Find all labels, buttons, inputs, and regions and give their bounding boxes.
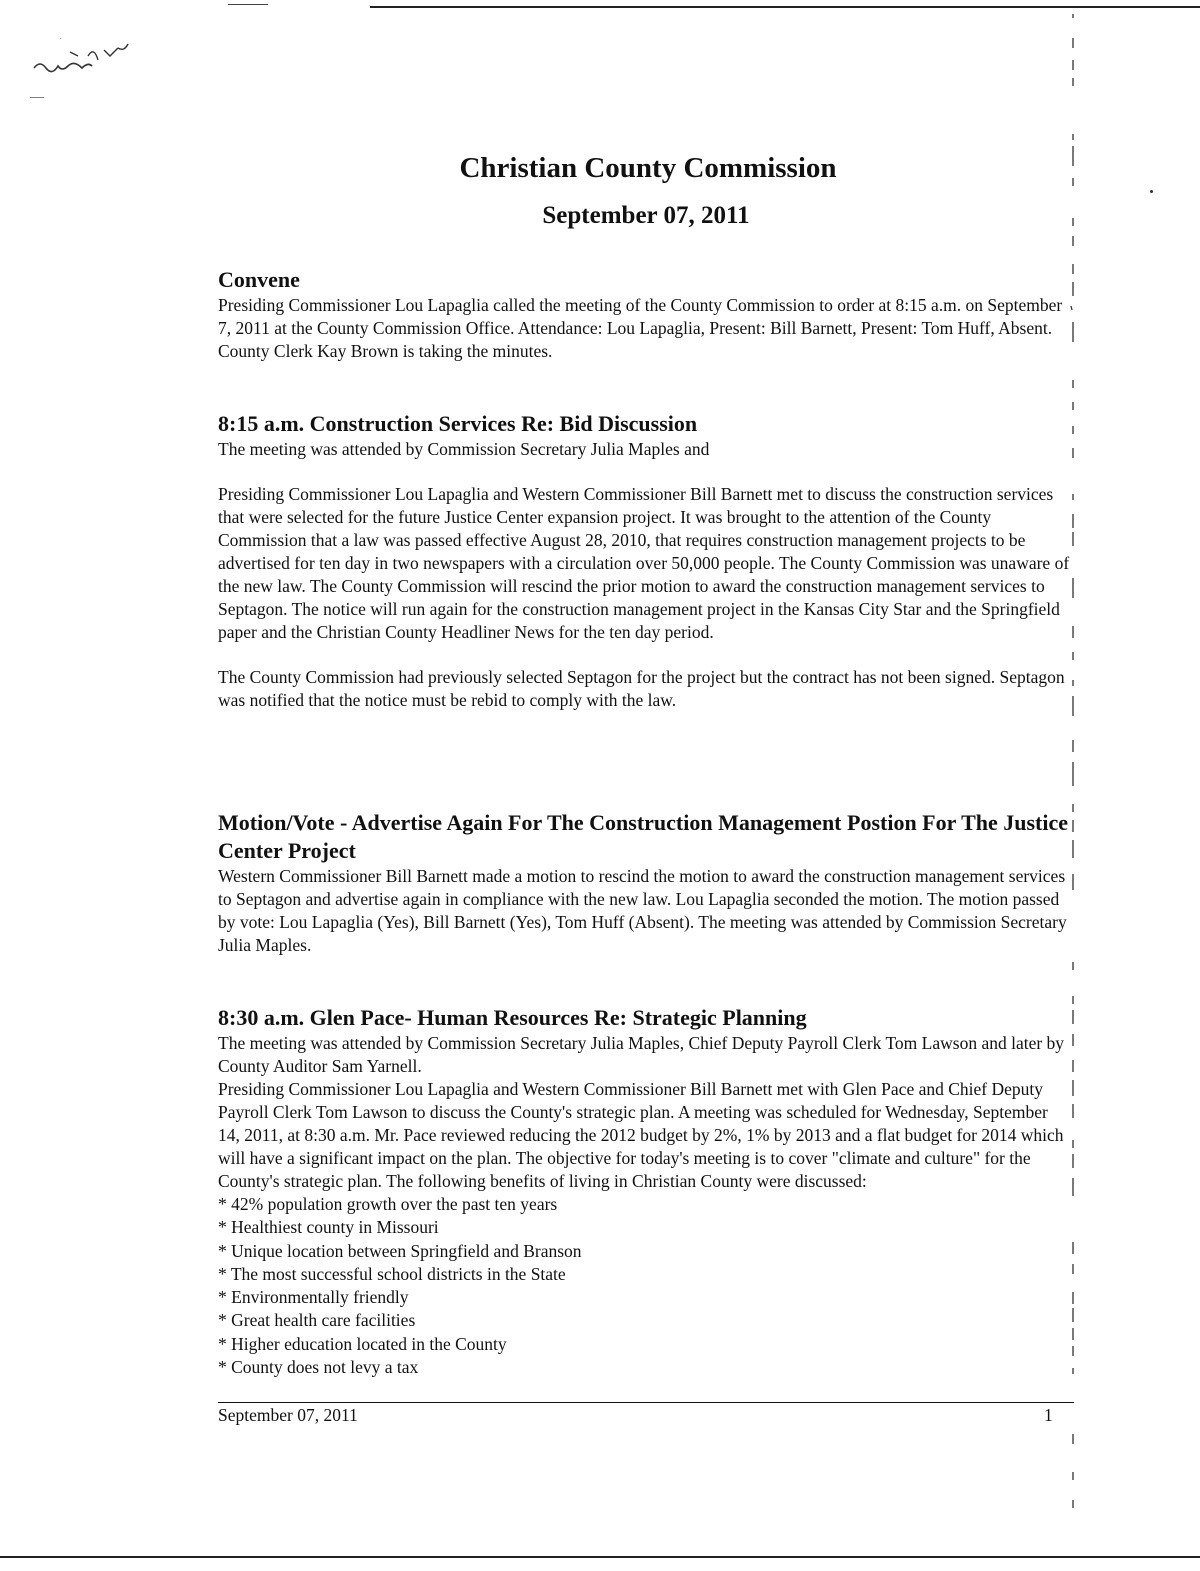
- scan-dust-spot: [1150, 190, 1153, 193]
- footer-date: September 07, 2011: [218, 1405, 358, 1425]
- scan-bottom-edge: [0, 1556, 1200, 1558]
- section-body: Presiding Commissioner Lou Lapaglia called the meeting of the County Commission to order at 8:15 a.m. on September 7, 2011 at the County Commission Office. Attendance: Lou Lapaglia, Present: Bill Barnett, Present: Tom Huff, Absent. County Clerk Kay Brown is taking the minutes.: [218, 295, 1063, 361]
- section-heading: Convene: [218, 267, 300, 292]
- list-item: * The most successful school districts in the State: [218, 1263, 1070, 1286]
- list-item: * Higher education located in the County: [218, 1333, 1070, 1356]
- list-item: * Unique location between Springfield and Branson: [218, 1240, 1070, 1263]
- attendance-line: The meeting was attended by Commission Secretary Julia Maples and: [218, 439, 710, 459]
- scan-artifact-line: [228, 4, 268, 5]
- section-heading: 8:15 a.m. Construction Services Re: Bid Discussion: [218, 411, 698, 436]
- section-body: Western Commissioner Bill Barnett made a motion to rescind the motion to award the construction management services to Septagon and advertise again in compliance with the new law. Lou Lapaglia seconded the motion. The motion passed by vote: Lou Lapaglia (Yes), Bill Barnett (Yes), Tom Huff (Absent). The meeting was attended by Commission Secretary Julia Maples.: [218, 866, 1067, 955]
- section-convene: [218, 266, 1070, 363]
- list-item: * 42% population growth over the past ten years: [218, 1193, 1070, 1216]
- section-strategic-planning: [218, 1004, 1070, 1379]
- page-number: 1: [1044, 1405, 1053, 1425]
- section-body: Presiding Commissioner Lou Lapaglia and Western Commissioner Bill Barnett met with Glen Pace and Chief Deputy Payroll Clerk Tom Lawson to discuss the County's strategic plan. A meeting was scheduled for Wednesday, September 14, 2011, at 8:30 a.m. Mr. Pace reviewed reducing the 2012 budget by 2%, 1% by 2013 and a flat budget for 2014 which will have a significant impact on the plan. The objective for today's meeting is to cover "climate and culture" for the County's strategic plan. The following benefits of living in Christian County were discussed:: [218, 1079, 1064, 1191]
- section-construction-services: [218, 410, 1070, 712]
- section-heading: 8:30 a.m. Glen Pace- Human Resources Re: Strategic Planning: [218, 1005, 807, 1030]
- section-motion-vote: [218, 809, 1070, 957]
- section-paragraph: Presiding Commissioner Lou Lapaglia and Western Commissioner Bill Barnett met to discuss the construction services that were selected for the future Justice Center expansion project. It was brought to the attention of the County Commission that a law was passed effective August 28, 2010, that requires construction management projects to be advertised for ten day in two newspapers with a circulation over 50,000 people. The County Commission was unaware of the new law. The County Commission will rescind the prior motion to award the construction management services to Septagon. The notice will run again for the construction management project in the Kansas City Star and the Springfield paper and the Christian County Headliner News for the ten day period.: [218, 484, 1070, 642]
- section-heading: Motion/Vote - Advertise Again For The Construction Management Postion For The Justice Center Project: [218, 810, 1069, 863]
- list-item: * Environmentally friendly: [218, 1286, 1070, 1309]
- benefits-list: [218, 1193, 1070, 1379]
- document-title: Christian County Commission: [459, 152, 837, 184]
- document-date: September 07, 2011: [542, 202, 750, 229]
- attendance-line: The meeting was attended by Commission Secretary Julia Maples, Chief Deputy Payroll Clerk Tom Lawson and later by County Auditor Sam Yarnell.: [218, 1033, 1065, 1076]
- list-item: * Great health care facilities: [218, 1309, 1070, 1332]
- handwritten-mark: [30, 38, 140, 98]
- list-item: * County does not levy a tax: [218, 1356, 1070, 1379]
- footer-divider: [218, 1402, 1074, 1403]
- section-paragraph: The County Commission had previously selected Septagon for the project but the contract has not been signed. Septagon was notified that the notice must be rebid to comply with the law.: [218, 667, 1065, 710]
- list-item: * Healthiest county in Missouri: [218, 1216, 1070, 1239]
